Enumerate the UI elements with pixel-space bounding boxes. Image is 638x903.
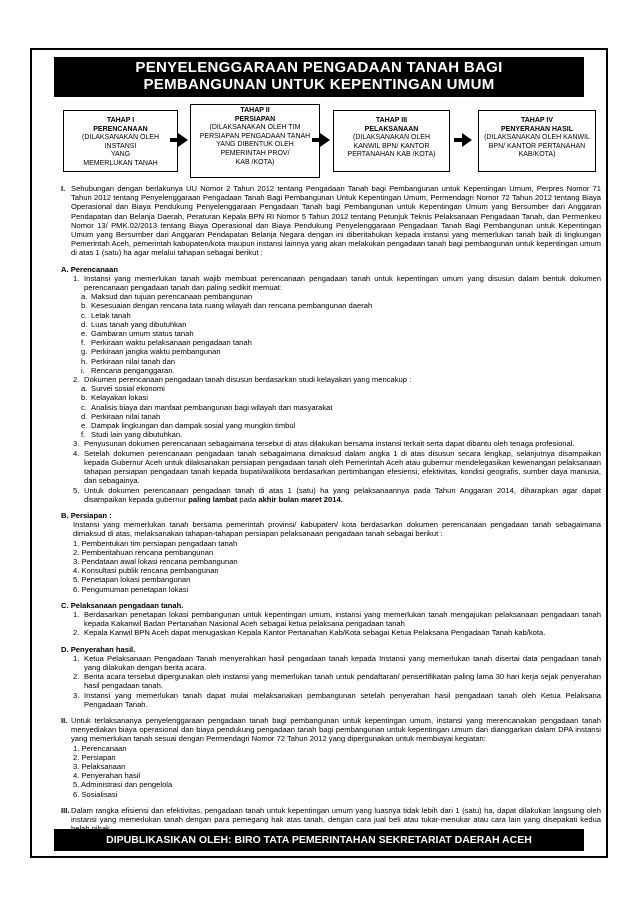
list-item: 3. Instansi yang memerlukan tanah dapat mulai melaksanakan pembangunan setelah penyerahan hasil pengadaan tanah oleh Ketua Pelaksana Pengadaan Tanah. bbox=[73, 690, 601, 709]
list-item: c. Analisis biaya dan manfaat pembangunan bagi wilayah dan masyarakat bbox=[81, 402, 333, 412]
section-iii-paragraph: III. Dalam rangka efisiensi dan efektivitas, pengadaan tanah untuk kepentingan umum yang luasnya tidak lebih dari 1 (satu) ha, dapat dilakukan langsung oleh instansi yang memerlukan tanah dengan para pemegang hak atas tanah, dengan cara jual beli atau tukar-menukar atau cara lain yang disepakati kedua bbox=[61, 806, 601, 834]
deadline-date: akhir bulan maret 2014. bbox=[258, 494, 343, 504]
stage-3-desc-1: (DILAKSANAKAN OLEH bbox=[352, 134, 431, 142]
list-item: c. Letak tanah bbox=[81, 310, 131, 320]
arrow-right-icon bbox=[462, 133, 472, 147]
stage-2-desc-1: (DILAKSANAKAN OLEH TIM bbox=[209, 124, 301, 132]
section-c-title: C. Pelaksanaan pengadaan tanah. bbox=[61, 600, 184, 610]
stage-2-desc-3: YANG DIBENTUK OLEH bbox=[216, 141, 294, 149]
stage-1-title: TAHAP I bbox=[106, 117, 135, 124]
stage-1-desc-1: (DILAKSANAKAN OLEH INSTANSI bbox=[81, 134, 160, 150]
stage-3-subtitle: PELAKSANAAN bbox=[364, 125, 419, 133]
stage-3-desc-3: PERTANAHAN KAB /KOTA) bbox=[347, 151, 436, 159]
stage-4-desc-2: BPN/ KANTOR PERTANAHAN bbox=[488, 142, 586, 150]
list-item: e. Dampak lingkungan dan dampak sosial yang mungkin timbul bbox=[81, 421, 296, 431]
stage-3-title: TAHAP III bbox=[375, 117, 408, 124]
sub-list bbox=[61, 292, 601, 375]
arrow-right-icon bbox=[178, 133, 188, 147]
list-item: 2. Kepala Kanwil BPN Aceh dapat menugaskan Kepala Kantor Pertanahan Kab/Kota sebagai Ketua Pelaksana Pengadaan Tanah kab/kota. bbox=[73, 628, 546, 638]
stage-1-box bbox=[63, 110, 178, 172]
section-b-paragraph: Instansi yang memerlukan tanah bersama pemerintah provinsi/ kabupaten/ kota berdasarkan dokumen perencanaan pengadaan tanah sebagaimana dimaksud di atas, melaksanakan tahapan-tahapan persiapan pelaksanaan pengadaan tanah sebagai berikut : bbox=[73, 520, 601, 539]
list-item: 5. Untuk dokumen perencanaan pengadaan tanah di atas 1 (satu) ha yang pelaksanaannya pada Tahun Anggaran 2014, diharapkan agar dapat disampaikan kepada gubernur paling lambat pada akhir bulan maret 2014. bbox=[73, 485, 601, 504]
list-item: 2. Dokumen perencanaan pengadaan tanah disusun berdasarkan studi kelayakan yang mencakup : bbox=[73, 375, 412, 385]
list-item: b. Kesesuaian dengan rencana tata ruang wilayah dan rencana pembangunan daerah bbox=[81, 301, 373, 311]
list-item: d. Luas tanah yang dibutuhkan bbox=[81, 319, 187, 329]
list-item: h. Perkiraan nilai tanah dan bbox=[81, 356, 176, 366]
list-item: 3. Penyusunan dokumen perencanaan sebagaimana tersebut di atas dilakukan bersama instansi terkait serta dapat dibantu oleh tenaga profesional. bbox=[73, 439, 575, 449]
deadline-emphasis: paling lambat bbox=[188, 494, 238, 504]
stage-1-desc-2: YANG bbox=[110, 151, 131, 159]
section-d-title: D. Penyerahan hasil. bbox=[61, 644, 136, 654]
stage-4-desc-3: KAB/KOTA) bbox=[518, 151, 556, 159]
list-item: 4. Setelah dokumen perencanaan pengadaan tanah sebagaimana dimaksud dalam angka 1 di atas disusun secara lengkap, selanjutnya disampaikan kepada Gubernur Aceh untuk dilaksanakan persiapan pengadaan tanah oleh Pemerintah Aceh atau gubernur mendelegasikan kewenangan pelaksanaan tahapan persiapan pengadaan tanah kepada bupati/walikota berdasarkan pertimbangan efesiensi, efektivitas, kondisi geografis, sumber daya manusia, dan sebagainya. bbox=[73, 448, 601, 486]
list-item: 1. Berdasarkan penetapan lokasi pembangunan untuk kepentingan umum, instansi yang memerlukan tanah mengajukan pelaksanaan pengadaan tanah kepada Kakanwil Badan Pertanahan Nasional Aceh sebagai ketua pelaksana pengadaan tanah bbox=[73, 609, 601, 629]
list-item: 6. Pengumuman penetapan lokasi bbox=[73, 584, 189, 594]
section-number: II. bbox=[61, 715, 68, 725]
list-item: g. Perkiraan jangka waktu pembangunan bbox=[81, 347, 221, 357]
list-item: 6. Sosialisasi bbox=[73, 789, 118, 799]
section-a-title: A. Perencanaan bbox=[61, 264, 118, 274]
list-item: 1. Ketua Pelaksanaan Pengadaan Tanah menyerahkan hasil pengadaan tanah kepada Instansi yang memerlukan tanah disertai data pengadaan tanah yang dilakukan dengan berita acara. bbox=[73, 653, 601, 672]
stage-4-desc-1: (DILAKSANAKAN OLEH KANWIL bbox=[484, 134, 590, 142]
stage-1-subtitle: PERENCANAAN bbox=[93, 125, 148, 133]
list-item: 1. Instansi yang memerlukan tanah wajib membuat perencanaan pengadaan tanah untuk kepentingan umum yang disusun dalam bentuk dokumen perencanaan pengadaan tanah dan paling sedikit memuat: bbox=[73, 273, 601, 293]
stage-2-title: TAHAP II bbox=[240, 107, 270, 114]
stage-2-box bbox=[190, 104, 320, 178]
stage-4-subtitle: PENYERAHAN HASIL bbox=[501, 125, 573, 133]
sub-list bbox=[61, 384, 601, 439]
list-item: b. Kelayakan lokasi bbox=[81, 393, 148, 403]
list-item: d. Perkiraan nilai tanah bbox=[81, 411, 161, 421]
title-line-2: PEMBANGUNAN UNTUK KEPENTINGAN UMUM bbox=[143, 76, 495, 93]
stage-4-box bbox=[478, 110, 596, 172]
stage-3-desc-2: KANWIL BPN/ KANTOR bbox=[353, 142, 430, 150]
list-item: a. Survei sosial ekonomi bbox=[81, 384, 165, 394]
list-item: 5. Penetapan lokasi pembangunan bbox=[73, 575, 191, 585]
list-item: 1. Perencanaan bbox=[73, 743, 127, 753]
title-banner bbox=[54, 57, 584, 97]
section-number: I. bbox=[61, 184, 66, 193]
section-number: III. bbox=[61, 805, 70, 815]
list-item: i. Rencana penganggaran. bbox=[81, 365, 175, 375]
title-line-1: PENYELENGGARAAN PENGADAAN TANAH BAGI bbox=[135, 59, 503, 76]
intro-paragraph bbox=[61, 184, 601, 258]
list-item: 5. Administrasi dan pengelola bbox=[73, 780, 173, 790]
list-item: f. Perkiraan waktu pelaksanaan pengadaan tanah bbox=[81, 338, 252, 348]
stage-2-subtitle: PERSIAPAN bbox=[234, 115, 276, 123]
stage-2-desc-5: KAB /KOTA) bbox=[235, 158, 275, 166]
list-item: a. Maksud dan tujuan perencanaan pembangunan bbox=[81, 292, 253, 302]
section-b-title: B. Persiapan : bbox=[61, 510, 112, 520]
list-item: 4. Konsultasi publik rencana pembangunan bbox=[73, 566, 219, 576]
publisher-footer: DIPUBLIKASIKAN OLEH: BIRO TATA PEMERINTAHAN SEKRETARIAT DAERAH ACEH bbox=[54, 829, 584, 851]
list-item: f. Studi lain yang dibutuhkan. bbox=[81, 430, 183, 440]
list-item: 2. Pemberitahuan rencana pembangunan bbox=[73, 547, 214, 557]
list-item: 3. Pelaksanaan bbox=[73, 761, 126, 771]
stage-2-desc-4: PEMERINTAH PROV/ bbox=[220, 149, 290, 157]
list-item: 2. Berita acara tersebut dipergunakan oleh instansi yang memerlukan tanah untuk pendaftaran/ pensertifikatan paling lama 30 hari kerja sejak penyerahan hasil pengadaan tanah. bbox=[73, 672, 601, 691]
list-item: 3. Pendataan awal lokasi rencana pembangunan bbox=[73, 556, 238, 566]
list-item: e. Gambaran umum status tanah bbox=[81, 329, 194, 339]
arrow-right-icon bbox=[320, 133, 330, 147]
stage-2-desc-2: PERSIAPAN PENGADAAN TANAH bbox=[199, 132, 311, 140]
list-item: 4. Penyerahan hasil bbox=[73, 771, 141, 781]
list-item: 1. Pembentukan tim persiapan pengadaan tanah bbox=[73, 538, 238, 548]
stage-4-title: TAHAP IV bbox=[520, 117, 554, 124]
intro-text: Sehubungan dengan berlakunya UU Nomor 2 Tahun 2012 tentang Pengadaan Tanah bagi Pembangunan untuk Kepentingan Umum, Perpres Nomor 71 Tahun 2012 tentang Penyelenggaraan Pengadaan Tanah Bagi Pembangunan Untuk Kepentingan Umum, Permendagri Nomor 72 Tahun 2012 tentang Biaya Operasional dan Biaya Pendukung Penyelenggaraan Pengadaan Tanah bagi Pembangunan untuk Kepentingan Umum yang Bersumber dari Anggaran Pendapatan dan Belanja Daerah, Peraturan Kepala BPN RI Nomor 5 Tahun 2012 tentang Petunjuk Teknis Pelaksanaan Pengadaan Tanah, dan Permenkeu Nomor 13/ PMK.02/2013 tentang Biaya Operasional dan Biaya Pendukung Penyelenggaraan Pengadaan Tanah Bagi Pembangunan untuk Kepentingan Umum yang Bersumber dari Anggaran Pendapatan Belanja Negara dengan ini diberitahukan kepada instansi yang memerlukan tanah baik di lingkungan Pemerintah Aceh, pemerintah kabupaten/kota maupun instansi lainnya yang akan melakukan pengadaan tanah bagi pembangunan untuk kepentingan umum di atas 1 (satu) ha agar melalui tahapan sebagai berikut : bbox=[71, 184, 601, 258]
section-ii-paragraph: II. Untuk terlaksananya penyelenggaraan pengadaan tanah bagi pembangunan untuk kepentingan umum, instansi yang merencanakan pengadaan tanah menyediakan biaya operasional dan biaya pendukung pengadaan tanah bagi pembangunan untuk kepentingan umum dan dianggarkan dalam DPA instansi yang memerlukan tanah sesuai dengan Permendagri Nomor 72 Tahun 2012 yang dipergunakan untuk membiayai kegiatan: bbox=[61, 715, 601, 744]
document-body bbox=[61, 184, 601, 833]
stage-1-desc-3: MEMERLUKAN TANAH bbox=[83, 159, 158, 167]
list-item: 2. Persiapan bbox=[73, 752, 116, 762]
stage-3-box bbox=[333, 110, 450, 172]
